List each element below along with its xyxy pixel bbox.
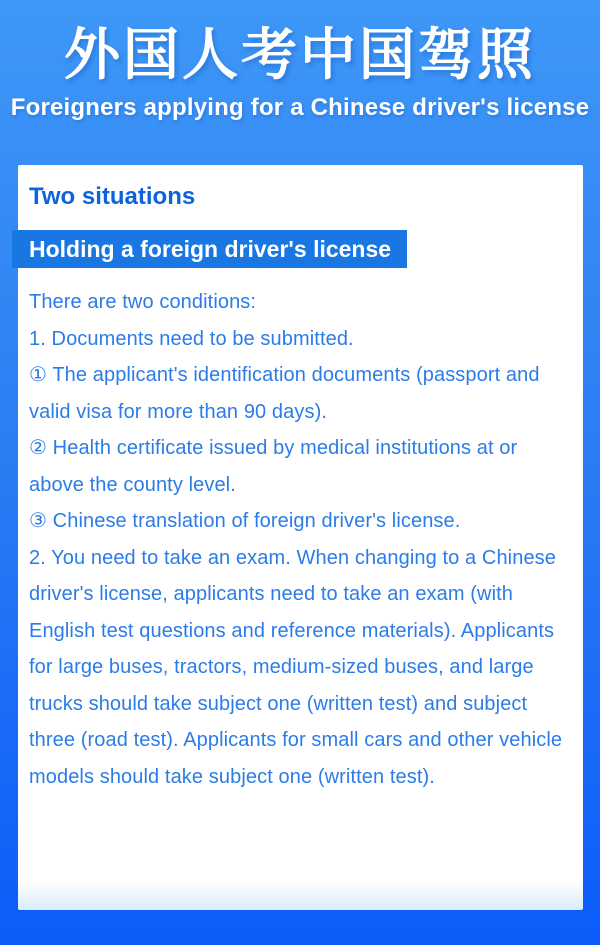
- body-text: [29, 284, 572, 795]
- banner-row: [12, 230, 583, 268]
- section-heading: Two situations: [29, 183, 196, 210]
- page-subtitle-english: Foreigners applying for a Chinese driver's license: [10, 94, 590, 121]
- body-paragraph: 2. You need to take an exam. When changing to a Chinese driver's license, applicants need to take an exam (with English test questions and reference materials). Applicants for large buses, tractors, medium-sized buses, and large trucks should take subject one (written test) and subject three (road test). Applicants for small cars and other vehicle models should take subject one (written test).: [29, 546, 563, 788]
- body-paragraph: ① The applicant's identification documents (passport and valid visa for more than 90 days).: [29, 364, 540, 423]
- body-paragraph: 1. Documents need to be submitted.: [29, 327, 354, 350]
- body-paragraph: ③ Chinese translation of foreign driver's license.: [29, 510, 461, 532]
- situation-banner: Holding a foreign driver's license: [12, 230, 407, 268]
- body-paragraph: There are two conditions:: [29, 291, 257, 313]
- body-paragraph: ② Health certificate issued by medical institutions at or above the county level.: [29, 437, 518, 496]
- content-card: [18, 165, 583, 910]
- page-title-chinese: 外国人考中国驾照: [64, 23, 536, 86]
- page-header: [0, 0, 600, 122]
